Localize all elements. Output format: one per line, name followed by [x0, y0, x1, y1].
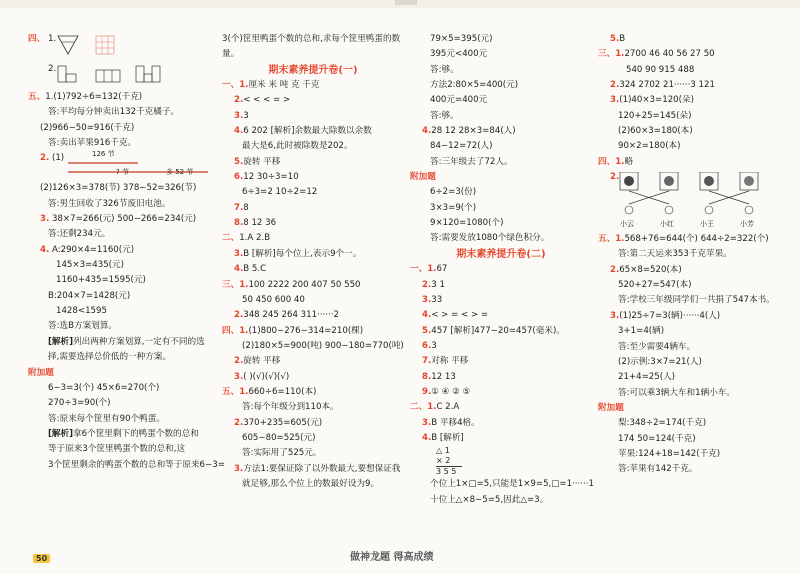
answer-line: 90×2=180(本)	[618, 141, 681, 152]
answer-line: (1)25÷7=3(辆)······4(人)	[619, 310, 721, 321]
answer-line: < < < = >	[243, 95, 291, 106]
kid-label: 小王	[700, 220, 714, 229]
answer-line: B 5.C	[243, 264, 267, 275]
answer-line: 择,需要选择总价低的一种方案。	[48, 352, 172, 363]
item-number: 3.	[610, 310, 620, 321]
answer-line: 对称 平移	[431, 356, 469, 367]
answer-line: 3	[243, 110, 249, 121]
item-number: 4.	[234, 264, 244, 275]
block-views-icon	[56, 64, 166, 86]
answer-line: 1.(1)792÷6=132(千克)	[45, 92, 143, 102]
answer-line: C 2.A	[436, 402, 460, 413]
answer-line: 梨:348÷2=174(千克)	[618, 418, 707, 429]
footer-slogan: 做神龙题 得高成绩	[350, 552, 434, 563]
answer-line: 答:至少需要4辆车。	[618, 341, 696, 352]
kid-label: 小红	[660, 220, 674, 229]
answer-line: (2)180×5=900(吨) 900−180=770(吨)	[242, 340, 404, 351]
boys-bar	[68, 162, 138, 164]
section-title-exam-2: 期末素养提升卷(二)	[456, 248, 546, 260]
answer-line: 答:每个年级分到110本。	[242, 402, 339, 413]
item-number: 2.	[48, 64, 57, 74]
answer-line: 457 [解析]477−20=457(毫米)。	[431, 325, 565, 336]
answer-line: 厘米 米 吨 克 千克	[248, 80, 320, 91]
section-label: 五、	[28, 92, 46, 102]
extra-heading: 附加题	[598, 402, 624, 413]
item-number: 7.	[234, 202, 244, 213]
item-number: 4.	[422, 432, 432, 443]
answer-line: (2)示例:3×7=21(人)	[618, 356, 702, 367]
answer-line: 列出两种方案划算,一定有不同的选	[73, 336, 205, 347]
answer-line: (1)40×3=120(朵)	[619, 95, 694, 106]
segment-diagram	[28, 151, 218, 181]
item-number: 2.	[40, 153, 50, 164]
answer-line: (1)	[51, 153, 65, 164]
answer-line: 28 12 28×3=84(人)	[431, 126, 516, 137]
answer-line: 答:男生回收了326节废旧电池。	[48, 198, 171, 209]
item-number: 4.	[234, 126, 244, 137]
answer-line: 答:卖出苹果916千克。	[48, 138, 137, 149]
answer-line: 答:实际用了525元。	[242, 448, 322, 459]
answer-line: 520+27=547(本)	[618, 280, 692, 291]
answer-line: B	[619, 34, 626, 44]
answer-line: 答:三年级去了72人。	[430, 156, 513, 167]
answer-line: < > = < > =	[431, 310, 489, 321]
answer-line: 个位上1×□=5,只能是1×9=5,□=1······1	[430, 479, 594, 490]
answer-line: ( )(√)(√)(√)	[243, 371, 290, 382]
item-number: 3.	[234, 463, 244, 474]
calc-row-3: 3 5 5	[436, 467, 457, 477]
item-number: 7.	[422, 356, 432, 367]
answer-line: 量。	[222, 49, 240, 60]
answer-line: 65×8=520(本)	[619, 264, 682, 275]
answer-line: 12 13	[431, 371, 456, 382]
diagram-label-top: 126 节	[92, 150, 115, 159]
item-number: 3.	[422, 417, 432, 428]
item-number: 3.	[40, 214, 50, 225]
answer-line: 答:还剩234元。	[48, 229, 111, 240]
answer-line: 270÷3=90(个)	[48, 398, 111, 409]
answer-line: 苹果:124+18=142(千克)	[618, 448, 721, 459]
answer-line: 答:学校三年级同学们一共捐了547本书。	[618, 295, 775, 306]
answer-line: 79×5=395(元)	[430, 34, 493, 44]
item-number: 5.	[422, 325, 432, 336]
page-footer	[0, 549, 800, 569]
answer-line: 84−12=72(人)	[430, 141, 493, 152]
answer-line: 6÷2=3(份)	[430, 187, 477, 198]
item-number: 2.	[234, 95, 244, 106]
calc-row-1: △ 1	[436, 446, 450, 456]
item-number: 6.	[422, 340, 432, 351]
answer-line: 十位上△×8−5=5,因此△=3。	[430, 494, 549, 505]
item-number: 2.	[234, 417, 244, 428]
item-number: 2.	[422, 279, 432, 290]
item-number: 2.	[610, 264, 620, 275]
item-number: 一、1.	[222, 80, 249, 91]
answer-line: 答:够。	[430, 110, 459, 121]
kid-label: 小芳	[740, 220, 754, 229]
answer-line: 12 30÷3=10	[243, 172, 299, 183]
column-1	[28, 32, 225, 473]
answer-line: (2)126×3=378(节) 378−52=326(节)	[40, 183, 197, 194]
answer-line: 38×7=266(元) 500−266=234(元)	[51, 214, 197, 225]
answer-line: 方法1:要保证除了以外数最大,要想保证我	[243, 463, 401, 474]
answer-line: 拿6个筐里剩下的鸭蛋个数的总和	[73, 428, 199, 439]
item-number: 三、1.	[222, 279, 249, 290]
answer-line: 答:需要发放1080个绿色积分。	[430, 233, 550, 244]
diagram-label-r: 多 52 节	[166, 168, 194, 177]
answer-line: 3	[431, 340, 437, 351]
answer-line: 答:平均每分钟卖出132千克橘子。	[48, 107, 180, 118]
section-4-row2	[28, 62, 218, 90]
answer-line: 答:够。	[430, 64, 459, 75]
column-2	[222, 32, 404, 492]
calc-row-2: × 2	[436, 456, 462, 467]
column-4	[598, 32, 778, 478]
answer-line: 等于原来3个筐里鸭蛋个数的总和,这	[48, 444, 186, 455]
answer-line: 395元<400元	[430, 49, 488, 60]
item-number: 一、1.	[410, 264, 437, 275]
answer-line: 3+1=4(辆)	[618, 326, 665, 337]
answer-line: (2)966−50=916(千克)	[40, 122, 135, 133]
answer-line: 174 50=124(千克)	[618, 433, 696, 444]
answer-line: B [解析]每个位上,表示9个一。	[243, 248, 362, 259]
item-number: 二、	[222, 233, 240, 244]
answer-line: 33	[431, 294, 443, 305]
section-title-exam-1: 期末素养提升卷(一)	[268, 64, 358, 76]
answer-line: 答:选B方案划算。	[48, 321, 117, 332]
answer-line: 660÷6=110(本)	[248, 386, 317, 397]
item-number: 五、1.	[222, 386, 249, 397]
answer-line: 答:原来每个筐里有90个鸭蛋。	[48, 413, 165, 424]
item-number: 4.	[40, 244, 50, 255]
item-number: 二、1.	[410, 402, 437, 413]
answer-line: 21+4=25(人)	[618, 372, 676, 383]
item-number: 四、1.	[598, 156, 625, 167]
answer-line: 3(个)筐里鸭蛋个数的总和,求每个筐里鸭蛋的数	[222, 34, 401, 44]
item-number: 9.	[422, 386, 432, 397]
item-number: 1.	[47, 34, 57, 44]
answer-line: ① ④ ② ⑤	[431, 386, 471, 397]
extra-heading: 附加题	[28, 367, 54, 378]
answer-line: 3×3=9(个)	[430, 202, 477, 213]
item-number: 5.	[234, 156, 244, 167]
page-number: 50	[33, 554, 50, 563]
item-number: 四、1.	[222, 325, 249, 336]
answer-line: 6 202 [解析]余数最大除数以余数	[243, 126, 372, 137]
item-number: 3.	[610, 95, 620, 106]
extra-heading: 附加题	[410, 172, 436, 183]
answer-line: 3 1	[431, 279, 445, 290]
diagram-label-q: ? 节	[116, 168, 129, 177]
answer-line: 方法2:80×5=400(元)	[430, 80, 519, 91]
answer-line: 6÷3=2 10÷2=12	[242, 187, 318, 198]
answer-line: 9×120=1080(个)	[430, 218, 504, 229]
item-number: 8.	[422, 371, 432, 382]
item-number: 2.	[610, 172, 620, 183]
section-4-row1	[28, 32, 218, 62]
matching-lines-icon	[618, 172, 768, 216]
item-number: 2.	[610, 80, 620, 91]
item-number: 三、1.	[598, 49, 625, 60]
item-number: 8.	[234, 218, 244, 229]
answer-line: 最大是6,此时被除数是202。	[242, 141, 353, 152]
answer-line: (1)800−276−314=210(棵)	[248, 325, 364, 336]
matching-figure	[598, 170, 778, 232]
answer-line: (2)60×3=180(本)	[618, 126, 693, 137]
answer-line: 1160+435=1595(元)	[56, 275, 146, 286]
answer-line: 324 2702 21······3 121	[619, 80, 715, 91]
answer-line: B:204×7=1428(元)	[48, 290, 131, 301]
answer-line: B [解析]	[431, 432, 464, 443]
answer-line: 就足够,那么个位上的数最好设为9。	[242, 478, 380, 489]
answer-line: 348 245 264 311······2	[243, 310, 339, 321]
analysis-tag: [解析]	[48, 336, 74, 347]
answer-line: A:290×4=1160(元)	[51, 244, 135, 255]
answer-line: 答:苹果有142千克。	[618, 464, 698, 475]
top-mark	[395, 0, 417, 5]
answer-line: 568+76=644(个) 644÷2=322(个)	[624, 234, 769, 245]
answer-line: B 平移4格。	[431, 417, 480, 428]
item-number: 3.	[234, 371, 244, 382]
answer-line: 1.A 2.B	[239, 233, 271, 244]
answer-line: 540 90 915 488	[626, 64, 695, 75]
kid-label: 小云	[620, 220, 634, 229]
item-number: 6.	[234, 172, 244, 183]
section-label: 四、	[28, 34, 46, 44]
item-number: 5.	[610, 34, 620, 44]
item-number: 2.	[234, 310, 244, 321]
answer-line: 3个筐里剩余的鸭蛋个数的总和等于原来6−3=	[48, 459, 225, 470]
answer-line: 120+25=145(朵)	[618, 110, 692, 121]
answer-line: 答:第二天运来353千克苹果。	[618, 249, 732, 260]
item-number: 2.	[234, 356, 244, 367]
answer-line: 旋转 平移	[243, 356, 281, 367]
item-number: 4.	[422, 310, 432, 321]
answer-line: 605−80=525(元)	[242, 432, 316, 443]
answer-line: 370+235=605(元)	[243, 417, 323, 428]
vertical-calculation	[410, 446, 592, 477]
answer-line: 8 12 36	[243, 218, 277, 229]
answer-line: 67	[436, 264, 448, 275]
shape-figures-icon	[56, 34, 116, 60]
item-number: 3.	[234, 110, 244, 121]
answer-line: 400元=400元	[430, 95, 488, 106]
answer-line: 答:可以乘3辆大车和1辆小车。	[618, 387, 735, 398]
answer-line: 1428<1595	[56, 306, 107, 317]
item-number: 3.	[234, 248, 244, 259]
answer-line: 略	[624, 156, 634, 167]
answer-line: 145×3=435(元)	[56, 260, 124, 271]
item-number: 五、1.	[598, 234, 625, 245]
answer-line: 8	[243, 202, 249, 213]
column-3	[410, 32, 592, 508]
item-number: 3.	[422, 294, 432, 305]
item-number: 4.	[422, 126, 432, 137]
answer-line: 旋转 平移	[243, 156, 281, 167]
answer-line: 50 450 600 40	[242, 294, 305, 305]
analysis-tag: [解析]	[48, 428, 74, 439]
answer-line: 100 2222 200 407 50 550	[248, 279, 361, 290]
answer-line: 6−3=3(个) 45×6=270(个)	[48, 382, 160, 393]
answer-line: 2700 46 40 56 27 50	[624, 49, 715, 60]
